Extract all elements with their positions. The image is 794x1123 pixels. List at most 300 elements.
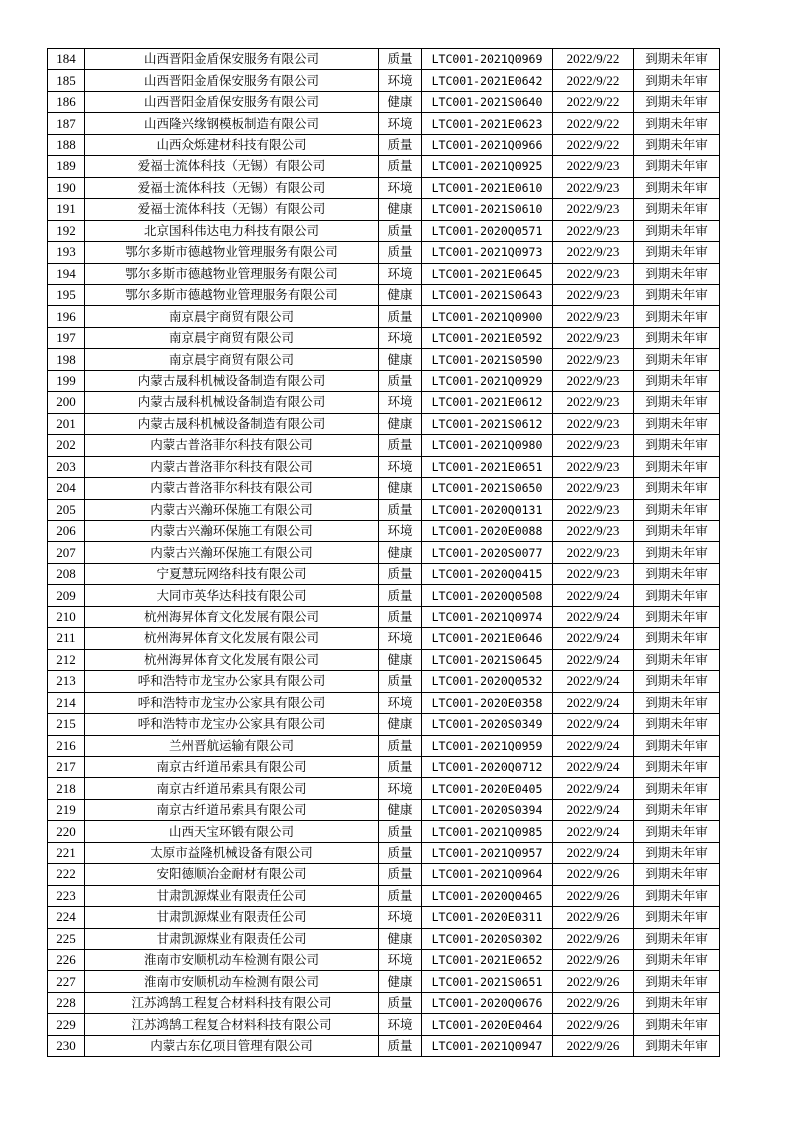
row-number-cell: 222 xyxy=(48,864,85,885)
status-cell: 到期未年审 xyxy=(634,950,720,971)
table-row xyxy=(48,542,720,563)
expiry-date-cell: 2022/9/26 xyxy=(553,971,634,992)
table-row xyxy=(48,413,720,434)
table-row xyxy=(48,756,720,777)
certificate-number-cell: LTC001-2021S0590 xyxy=(422,349,553,370)
table-row xyxy=(48,907,720,928)
row-number-cell: 199 xyxy=(48,370,85,391)
expiry-date-cell: 2022/9/26 xyxy=(553,907,634,928)
certificate-number-cell: LTC001-2020S0349 xyxy=(422,714,553,735)
row-number-cell: 220 xyxy=(48,821,85,842)
certificate-number-cell: LTC001-2020S0394 xyxy=(422,799,553,820)
company-name-cell: 山西天宝环锻有限公司 xyxy=(85,821,379,842)
status-cell: 到期未年审 xyxy=(634,928,720,949)
row-number-cell: 184 xyxy=(48,49,85,70)
certificate-number-cell: LTC001-2021E0651 xyxy=(422,456,553,477)
table-row xyxy=(48,456,720,477)
table-row xyxy=(48,177,720,198)
system-type-cell: 健康 xyxy=(379,971,422,992)
certificate-number-cell: LTC001-2021S0640 xyxy=(422,91,553,112)
company-name-cell: 爱福士流体科技（无锡）有限公司 xyxy=(85,177,379,198)
certificate-number-cell: LTC001-2021E0623 xyxy=(422,113,553,134)
row-number-cell: 193 xyxy=(48,242,85,263)
company-name-cell: 南京晨宇商贸有限公司 xyxy=(85,327,379,348)
expiry-date-cell: 2022/9/24 xyxy=(553,628,634,649)
company-name-cell: 江苏鸿鹄工程复合材料科技有限公司 xyxy=(85,1014,379,1035)
status-cell: 到期未年审 xyxy=(634,671,720,692)
company-name-cell: 内蒙古普洛菲尔科技有限公司 xyxy=(85,456,379,477)
certificate-number-cell: LTC001-2021Q0974 xyxy=(422,606,553,627)
row-number-cell: 204 xyxy=(48,478,85,499)
table-row xyxy=(48,91,720,112)
system-type-cell: 质量 xyxy=(379,134,422,155)
company-name-cell: 鄂尔多斯市德越物业管理服务有限公司 xyxy=(85,242,379,263)
system-type-cell: 质量 xyxy=(379,370,422,391)
row-number-cell: 188 xyxy=(48,134,85,155)
expiry-date-cell: 2022/9/24 xyxy=(553,585,634,606)
company-name-cell: 淮南市安顺机动车检测有限公司 xyxy=(85,971,379,992)
table-row xyxy=(48,499,720,520)
certificate-number-cell: LTC001-2021Q0959 xyxy=(422,735,553,756)
row-number-cell: 194 xyxy=(48,263,85,284)
table-row xyxy=(48,649,720,670)
expiry-date-cell: 2022/9/23 xyxy=(553,392,634,413)
expiry-date-cell: 2022/9/24 xyxy=(553,821,634,842)
status-cell: 到期未年审 xyxy=(634,177,720,198)
expiry-date-cell: 2022/9/23 xyxy=(553,284,634,305)
row-number-cell: 203 xyxy=(48,456,85,477)
table-row xyxy=(48,478,720,499)
certificate-number-cell: LTC001-2021E0646 xyxy=(422,628,553,649)
company-name-cell: 大同市英华达科技有限公司 xyxy=(85,585,379,606)
company-name-cell: 安阳德顺冶金耐材有限公司 xyxy=(85,864,379,885)
expiry-date-cell: 2022/9/26 xyxy=(553,928,634,949)
expiry-date-cell: 2022/9/23 xyxy=(553,242,634,263)
table-row xyxy=(48,585,720,606)
row-number-cell: 216 xyxy=(48,735,85,756)
status-cell: 到期未年审 xyxy=(634,842,720,863)
expiry-date-cell: 2022/9/23 xyxy=(553,263,634,284)
table-row xyxy=(48,950,720,971)
system-type-cell: 健康 xyxy=(379,284,422,305)
certificate-number-cell: LTC001-2021S0650 xyxy=(422,478,553,499)
status-cell: 到期未年审 xyxy=(634,392,720,413)
company-name-cell: 山西众烁建材科技有限公司 xyxy=(85,134,379,155)
expiry-date-cell: 2022/9/24 xyxy=(553,799,634,820)
system-type-cell: 环境 xyxy=(379,950,422,971)
row-number-cell: 219 xyxy=(48,799,85,820)
system-type-cell: 质量 xyxy=(379,671,422,692)
certificate-number-cell: LTC001-2020S0077 xyxy=(422,542,553,563)
table-row xyxy=(48,928,720,949)
status-cell: 到期未年审 xyxy=(634,692,720,713)
table-row xyxy=(48,370,720,391)
table-row xyxy=(48,1035,720,1056)
status-cell: 到期未年审 xyxy=(634,907,720,928)
expiry-date-cell: 2022/9/22 xyxy=(553,70,634,91)
row-number-cell: 213 xyxy=(48,671,85,692)
row-number-cell: 212 xyxy=(48,649,85,670)
company-name-cell: 内蒙古晟科机械设备制造有限公司 xyxy=(85,370,379,391)
company-name-cell: 南京晨宇商贸有限公司 xyxy=(85,306,379,327)
row-number-cell: 189 xyxy=(48,156,85,177)
table-row xyxy=(48,885,720,906)
certificate-number-cell: LTC001-2021S0610 xyxy=(422,199,553,220)
certificate-number-cell: LTC001-2020E0311 xyxy=(422,907,553,928)
expiry-date-cell: 2022/9/23 xyxy=(553,542,634,563)
row-number-cell: 192 xyxy=(48,220,85,241)
expiry-date-cell: 2022/9/23 xyxy=(553,370,634,391)
table-row xyxy=(48,992,720,1013)
system-type-cell: 健康 xyxy=(379,413,422,434)
system-type-cell: 质量 xyxy=(379,821,422,842)
status-cell: 到期未年审 xyxy=(634,756,720,777)
certificate-number-cell: LTC001-2020E0088 xyxy=(422,520,553,541)
row-number-cell: 229 xyxy=(48,1014,85,1035)
certificate-number-cell: LTC001-2021Q0925 xyxy=(422,156,553,177)
system-type-cell: 质量 xyxy=(379,220,422,241)
row-number-cell: 223 xyxy=(48,885,85,906)
row-number-cell: 202 xyxy=(48,435,85,456)
company-name-cell: 内蒙古兴瀚环保施工有限公司 xyxy=(85,520,379,541)
expiry-date-cell: 2022/9/24 xyxy=(553,714,634,735)
expiry-date-cell: 2022/9/23 xyxy=(553,563,634,584)
system-type-cell: 环境 xyxy=(379,1014,422,1035)
table-row xyxy=(48,284,720,305)
expiry-date-cell: 2022/9/23 xyxy=(553,220,634,241)
certificate-number-cell: LTC001-2021S0612 xyxy=(422,413,553,434)
expiry-date-cell: 2022/9/24 xyxy=(553,671,634,692)
table-row xyxy=(48,714,720,735)
row-number-cell: 190 xyxy=(48,177,85,198)
system-type-cell: 质量 xyxy=(379,156,422,177)
system-type-cell: 质量 xyxy=(379,49,422,70)
system-type-cell: 环境 xyxy=(379,628,422,649)
expiry-date-cell: 2022/9/26 xyxy=(553,885,634,906)
status-cell: 到期未年审 xyxy=(634,585,720,606)
expiry-date-cell: 2022/9/23 xyxy=(553,306,634,327)
company-name-cell: 爱福士流体科技（无锡）有限公司 xyxy=(85,156,379,177)
table-row xyxy=(48,821,720,842)
system-type-cell: 健康 xyxy=(379,349,422,370)
certificate-number-cell: LTC001-2020Q0532 xyxy=(422,671,553,692)
system-type-cell: 质量 xyxy=(379,885,422,906)
row-number-cell: 224 xyxy=(48,907,85,928)
certificate-number-cell: LTC001-2020Q0712 xyxy=(422,756,553,777)
system-type-cell: 健康 xyxy=(379,714,422,735)
expiry-date-cell: 2022/9/22 xyxy=(553,134,634,155)
table-row xyxy=(48,435,720,456)
row-number-cell: 215 xyxy=(48,714,85,735)
status-cell: 到期未年审 xyxy=(634,714,720,735)
table-row xyxy=(48,563,720,584)
certificate-number-cell: LTC001-2021E0645 xyxy=(422,263,553,284)
system-type-cell: 质量 xyxy=(379,992,422,1013)
status-cell: 到期未年审 xyxy=(634,1014,720,1035)
expiry-date-cell: 2022/9/26 xyxy=(553,1014,634,1035)
company-name-cell: 甘肃凯源煤业有限责任公司 xyxy=(85,885,379,906)
status-cell: 到期未年审 xyxy=(634,327,720,348)
expiry-date-cell: 2022/9/23 xyxy=(553,349,634,370)
row-number-cell: 206 xyxy=(48,520,85,541)
company-name-cell: 呼和浩特市龙宝办公家具有限公司 xyxy=(85,671,379,692)
row-number-cell: 225 xyxy=(48,928,85,949)
company-name-cell: 北京国科伟达电力科技有限公司 xyxy=(85,220,379,241)
expiry-date-cell: 2022/9/23 xyxy=(553,199,634,220)
table-row xyxy=(48,971,720,992)
status-cell: 到期未年审 xyxy=(634,306,720,327)
row-number-cell: 210 xyxy=(48,606,85,627)
company-name-cell: 内蒙古普洛菲尔科技有限公司 xyxy=(85,435,379,456)
table-row xyxy=(48,606,720,627)
status-cell: 到期未年审 xyxy=(634,370,720,391)
system-type-cell: 质量 xyxy=(379,735,422,756)
status-cell: 到期未年审 xyxy=(634,992,720,1013)
expiry-date-cell: 2022/9/24 xyxy=(553,778,634,799)
expiry-date-cell: 2022/9/23 xyxy=(553,499,634,520)
expiry-date-cell: 2022/9/22 xyxy=(553,91,634,112)
status-cell: 到期未年审 xyxy=(634,478,720,499)
status-cell: 到期未年审 xyxy=(634,735,720,756)
company-name-cell: 鄂尔多斯市德越物业管理服务有限公司 xyxy=(85,263,379,284)
row-number-cell: 201 xyxy=(48,413,85,434)
status-cell: 到期未年审 xyxy=(634,413,720,434)
status-cell: 到期未年审 xyxy=(634,520,720,541)
company-name-cell: 甘肃凯源煤业有限责任公司 xyxy=(85,907,379,928)
row-number-cell: 195 xyxy=(48,284,85,305)
certificate-number-cell: LTC001-2020Q0131 xyxy=(422,499,553,520)
certificate-number-cell: LTC001-2021S0643 xyxy=(422,284,553,305)
status-cell: 到期未年审 xyxy=(634,435,720,456)
certificate-number-cell: LTC001-2021Q0957 xyxy=(422,842,553,863)
system-type-cell: 环境 xyxy=(379,113,422,134)
table-row xyxy=(48,671,720,692)
certificate-number-cell: LTC001-2021S0645 xyxy=(422,649,553,670)
company-name-cell: 宁夏慧玩网络科技有限公司 xyxy=(85,563,379,584)
system-type-cell: 质量 xyxy=(379,756,422,777)
table-row xyxy=(48,263,720,284)
row-number-cell: 227 xyxy=(48,971,85,992)
certificate-number-cell: LTC001-2021Q0929 xyxy=(422,370,553,391)
table-row xyxy=(48,735,720,756)
row-number-cell: 230 xyxy=(48,1035,85,1056)
company-name-cell: 淮南市安顺机动车检测有限公司 xyxy=(85,950,379,971)
table-row xyxy=(48,306,720,327)
system-type-cell: 质量 xyxy=(379,499,422,520)
company-name-cell: 鄂尔多斯市德越物业管理服务有限公司 xyxy=(85,284,379,305)
status-cell: 到期未年审 xyxy=(634,91,720,112)
expiry-date-cell: 2022/9/23 xyxy=(553,456,634,477)
company-name-cell: 山西隆兴缘钢模板制造有限公司 xyxy=(85,113,379,134)
system-type-cell: 质量 xyxy=(379,585,422,606)
table-row xyxy=(48,134,720,155)
table-row xyxy=(48,864,720,885)
certificate-number-cell: LTC001-2021E0610 xyxy=(422,177,553,198)
certificate-number-cell: LTC001-2020Q0508 xyxy=(422,585,553,606)
company-name-cell: 内蒙古东亿项目管理有限公司 xyxy=(85,1035,379,1056)
company-name-cell: 杭州海昇体育文化发展有限公司 xyxy=(85,628,379,649)
certificate-number-cell: LTC001-2021Q0969 xyxy=(422,49,553,70)
expiry-date-cell: 2022/9/24 xyxy=(553,692,634,713)
expiry-date-cell: 2022/9/26 xyxy=(553,950,634,971)
status-cell: 到期未年审 xyxy=(634,156,720,177)
certificate-number-cell: LTC001-2021Q0900 xyxy=(422,306,553,327)
status-cell: 到期未年审 xyxy=(634,199,720,220)
expiry-date-cell: 2022/9/26 xyxy=(553,1035,634,1056)
company-name-cell: 甘肃凯源煤业有限责任公司 xyxy=(85,928,379,949)
company-name-cell: 爱福士流体科技（无锡）有限公司 xyxy=(85,199,379,220)
company-name-cell: 内蒙古晟科机械设备制造有限公司 xyxy=(85,392,379,413)
row-number-cell: 218 xyxy=(48,778,85,799)
company-name-cell: 兰州晋航运输有限公司 xyxy=(85,735,379,756)
certificate-number-cell: LTC001-2021Q0985 xyxy=(422,821,553,842)
table-row xyxy=(48,799,720,820)
status-cell: 到期未年审 xyxy=(634,456,720,477)
system-type-cell: 健康 xyxy=(379,799,422,820)
table-row xyxy=(48,49,720,70)
status-cell: 到期未年审 xyxy=(634,242,720,263)
table-row xyxy=(48,628,720,649)
system-type-cell: 环境 xyxy=(379,263,422,284)
status-cell: 到期未年审 xyxy=(634,113,720,134)
expiry-date-cell: 2022/9/24 xyxy=(553,842,634,863)
status-cell: 到期未年审 xyxy=(634,971,720,992)
certificate-number-cell: LTC001-2020E0358 xyxy=(422,692,553,713)
table-row xyxy=(48,392,720,413)
system-type-cell: 环境 xyxy=(379,177,422,198)
status-cell: 到期未年审 xyxy=(634,220,720,241)
expiry-date-cell: 2022/9/22 xyxy=(553,49,634,70)
company-name-cell: 江苏鸿鹄工程复合材料科技有限公司 xyxy=(85,992,379,1013)
system-type-cell: 质量 xyxy=(379,606,422,627)
company-name-cell: 山西晋阳金盾保安服务有限公司 xyxy=(85,91,379,112)
row-number-cell: 211 xyxy=(48,628,85,649)
company-name-cell: 南京古纤道吊索具有限公司 xyxy=(85,799,379,820)
row-number-cell: 209 xyxy=(48,585,85,606)
row-number-cell: 186 xyxy=(48,91,85,112)
status-cell: 到期未年审 xyxy=(634,49,720,70)
status-cell: 到期未年审 xyxy=(634,821,720,842)
row-number-cell: 200 xyxy=(48,392,85,413)
certificate-number-cell: LTC001-2021Q0964 xyxy=(422,864,553,885)
table-row xyxy=(48,842,720,863)
expiry-date-cell: 2022/9/23 xyxy=(553,177,634,198)
system-type-cell: 质量 xyxy=(379,563,422,584)
status-cell: 到期未年审 xyxy=(634,885,720,906)
row-number-cell: 207 xyxy=(48,542,85,563)
certificate-number-cell: LTC001-2021Q0966 xyxy=(422,134,553,155)
company-name-cell: 南京晨宇商贸有限公司 xyxy=(85,349,379,370)
expiry-date-cell: 2022/9/23 xyxy=(553,413,634,434)
row-number-cell: 208 xyxy=(48,563,85,584)
table-row xyxy=(48,1014,720,1035)
status-cell: 到期未年审 xyxy=(634,1035,720,1056)
expiry-date-cell: 2022/9/26 xyxy=(553,992,634,1013)
table-row xyxy=(48,220,720,241)
row-number-cell: 214 xyxy=(48,692,85,713)
row-number-cell: 197 xyxy=(48,327,85,348)
certificate-number-cell: LTC001-2021E0592 xyxy=(422,327,553,348)
certificate-number-cell: LTC001-2020Q0676 xyxy=(422,992,553,1013)
certificate-number-cell: LTC001-2021E0652 xyxy=(422,950,553,971)
company-name-cell: 内蒙古晟科机械设备制造有限公司 xyxy=(85,413,379,434)
system-type-cell: 环境 xyxy=(379,907,422,928)
row-number-cell: 205 xyxy=(48,499,85,520)
row-number-cell: 217 xyxy=(48,756,85,777)
table-row xyxy=(48,113,720,134)
certificate-number-cell: LTC001-2020S0302 xyxy=(422,928,553,949)
certificate-number-cell: LTC001-2021E0642 xyxy=(422,70,553,91)
status-cell: 到期未年审 xyxy=(634,778,720,799)
status-cell: 到期未年审 xyxy=(634,799,720,820)
row-number-cell: 185 xyxy=(48,70,85,91)
certificate-number-cell: LTC001-2021Q0980 xyxy=(422,435,553,456)
expiry-date-cell: 2022/9/24 xyxy=(553,649,634,670)
company-name-cell: 杭州海昇体育文化发展有限公司 xyxy=(85,606,379,627)
company-name-cell: 杭州海昇体育文化发展有限公司 xyxy=(85,649,379,670)
expiry-date-cell: 2022/9/26 xyxy=(553,864,634,885)
status-cell: 到期未年审 xyxy=(634,284,720,305)
table-row xyxy=(48,199,720,220)
status-cell: 到期未年审 xyxy=(634,70,720,91)
status-cell: 到期未年审 xyxy=(634,349,720,370)
status-cell: 到期未年审 xyxy=(634,563,720,584)
status-cell: 到期未年审 xyxy=(634,649,720,670)
status-cell: 到期未年审 xyxy=(634,606,720,627)
row-number-cell: 187 xyxy=(48,113,85,134)
expiry-date-cell: 2022/9/23 xyxy=(553,478,634,499)
table-row xyxy=(48,778,720,799)
status-cell: 到期未年审 xyxy=(634,499,720,520)
system-type-cell: 健康 xyxy=(379,649,422,670)
company-name-cell: 内蒙古兴瀚环保施工有限公司 xyxy=(85,499,379,520)
expiry-date-cell: 2022/9/23 xyxy=(553,520,634,541)
system-type-cell: 环境 xyxy=(379,692,422,713)
certificate-number-cell: LTC001-2020Q0571 xyxy=(422,220,553,241)
expiry-date-cell: 2022/9/23 xyxy=(553,435,634,456)
expiry-date-cell: 2022/9/22 xyxy=(553,113,634,134)
certificate-number-cell: LTC001-2020Q0415 xyxy=(422,563,553,584)
company-name-cell: 内蒙古普洛菲尔科技有限公司 xyxy=(85,478,379,499)
system-type-cell: 质量 xyxy=(379,306,422,327)
table-row xyxy=(48,692,720,713)
system-type-cell: 环境 xyxy=(379,327,422,348)
table-row xyxy=(48,349,720,370)
table-row xyxy=(48,242,720,263)
expiry-date-cell: 2022/9/23 xyxy=(553,156,634,177)
system-type-cell: 健康 xyxy=(379,928,422,949)
company-name-cell: 山西晋阳金盾保安服务有限公司 xyxy=(85,49,379,70)
expiry-date-cell: 2022/9/24 xyxy=(553,735,634,756)
system-type-cell: 质量 xyxy=(379,842,422,863)
row-number-cell: 226 xyxy=(48,950,85,971)
row-number-cell: 221 xyxy=(48,842,85,863)
system-type-cell: 质量 xyxy=(379,435,422,456)
system-type-cell: 健康 xyxy=(379,199,422,220)
row-number-cell: 198 xyxy=(48,349,85,370)
system-type-cell: 环境 xyxy=(379,778,422,799)
company-name-cell: 内蒙古兴瀚环保施工有限公司 xyxy=(85,542,379,563)
status-cell: 到期未年审 xyxy=(634,134,720,155)
expiry-date-cell: 2022/9/23 xyxy=(553,327,634,348)
company-name-cell: 呼和浩特市龙宝办公家具有限公司 xyxy=(85,714,379,735)
row-number-cell: 191 xyxy=(48,199,85,220)
table-row xyxy=(48,156,720,177)
system-type-cell: 质量 xyxy=(379,242,422,263)
expiry-date-cell: 2022/9/24 xyxy=(553,756,634,777)
expiry-date-cell: 2022/9/24 xyxy=(553,606,634,627)
table-body xyxy=(48,49,720,1057)
